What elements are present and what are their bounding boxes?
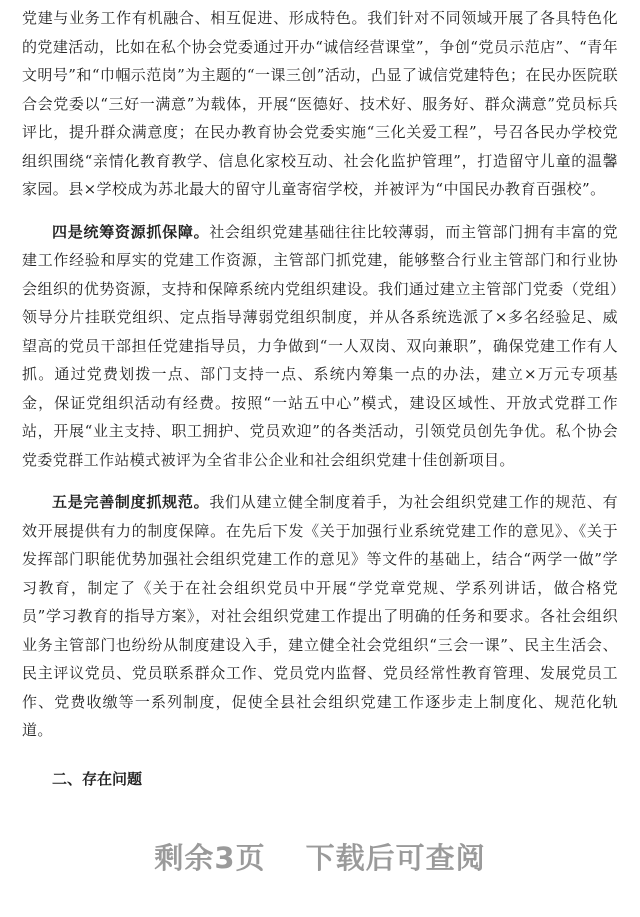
download-to-view-label: 下载后可查阅 xyxy=(305,841,486,875)
download-banner[interactable] xyxy=(0,836,640,877)
paragraph-body-institutions: 我们从建立健全制度着手，为社会组织党建工作的规范、有效开展提供有力的制度保障。在先后下发《关于加强行业系统党建工作的意见》、《关于发挥部门职能优势加强社会组织党建工作的意见》等文件的基础上，结合“两学一做”学习教育，制定了《关于在社会组织党员中开展“学党章党规、学系列讲话，做合格党员”学习教育的指导方案》，对社会组织党建工作提出了明确的任务和要求。各社会组织业务主管部门也纷纷从制度建设入手，建立健全社会党组织“三会一课”、民主生活会、民主评议党员、党员联系群众工作、党员党内监督、党员经常性教育管理、发展党员工作、党费收缴等一系列制度，促使全县社会组织党建工作逐步走上制度化、规范化轨道。 xyxy=(22,493,618,739)
remaining-pages-label: 剩余3页 xyxy=(154,841,266,875)
section-heading-problems: 二、存在问题 xyxy=(52,769,143,788)
paragraph-lead-institutions: 五是完善制度抓规范。 xyxy=(52,493,210,511)
paragraph-institutions xyxy=(22,488,618,745)
paragraph-body-resources: 社会组织党建基础往往比较薄弱，而主管部门拥有丰富的党建工作经验和厚实的党建工作资源，主管部门抓党建，能够整合行业主管部门和行业协会组织的优势资源，支持和保障系统内党组织建设。我们通过建立主管部门党委（党组）领导分片挂联党组织、定点指导薄弱党组织制度，并从各系统选派了×多名经验足、威望高的党员干部担任党建指导员，力争做到“一人双岗、双向兼职”，确保党建工作有人抓。通过党费划拨一点、部门支持一点、系统内筹集一点的办法，建立×万元专项基金，保证党组织活动有经费。按照“一站五中心”模式，建设区域性、开放式党群工作站，开展“业主支持、职工拥护、党员欢迎”的各类活动，引领党员创先争优。私个协会党委党群工作站模式被评为全省非公企业和社会组织党建十佳创新项目。 xyxy=(22,222,618,469)
paragraph-lead-resources: 四是统筹资源抓保障。 xyxy=(52,222,210,241)
paragraph-continuation: 党建与业务工作有机融合、相互促进、形成特色。我们针对不同领域开展了各具特色化的党建活动，比如在私个协会党委通过开办“诚信经营课堂”，争创“党员示范店”、“青年文明号”和“巾帼示范岗”为主题的“一课三创”活动，凸显了诚信党建特色；在民办医院联合会党委以“三好一满意”为载体，开展“医德好、技术好、服务好、群众满意”党员标兵评比，提升群众满意度；在民办教育协会党委实施“三化关爱工程”，号召各民办学校党组织围绕“亲情化教育教学、信息化家校互动、社会化监护管理”，打造留守儿童的温馨家园。县×学校成为苏北最大的留守儿童寄宿学校，并被评为“中国民办教育百强校”。 xyxy=(22,9,618,198)
paragraph-resources xyxy=(22,218,618,475)
